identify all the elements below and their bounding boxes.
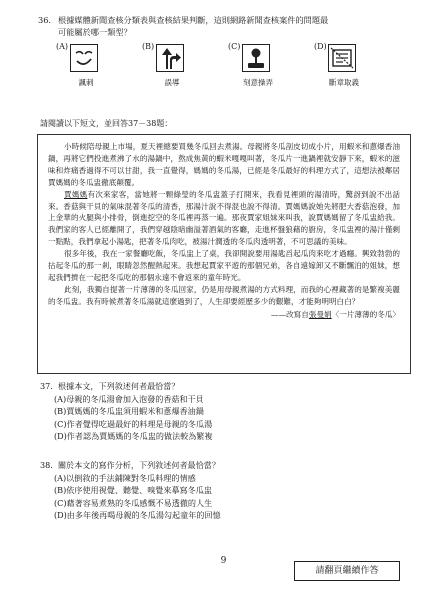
choice-a[interactable]: (A)母親的冬瓜湯會加入泡發的香菇和干貝	[54, 393, 204, 404]
out-of-context-cut-icon	[328, 44, 356, 72]
question-stem	[58, 14, 418, 38]
source-prefix: ——改寫自	[270, 309, 309, 319]
reading-passage	[37, 134, 411, 374]
question-36-options	[56, 42, 386, 90]
option-caption: 諷刺	[78, 78, 94, 87]
stem-line-2: 可能屬於哪一類型？	[58, 27, 132, 37]
choice-c[interactable]: (C)作者覺得吃過最好的料理是母親的冬瓜湯	[54, 418, 213, 429]
option-letter: (B)	[142, 42, 155, 51]
question-stem	[40, 459, 400, 472]
option-a[interactable]	[56, 42, 126, 90]
option-caption: 刻意操弄	[243, 78, 273, 87]
choice-b[interactable]: (B)賈媽媽的冬瓜盅須用蝦米和蔥爆香油鍋	[54, 406, 204, 416]
source-author: 張曼娟	[308, 309, 332, 319]
sarcasm-icon	[70, 44, 98, 72]
option-letter: (A)	[56, 42, 69, 51]
question-number: 37.	[40, 381, 53, 391]
question-number: 36.	[38, 15, 52, 25]
misleading-arrow-icon	[156, 44, 184, 72]
option-c[interactable]	[228, 42, 298, 90]
question-number: 38.	[40, 460, 53, 470]
option-letter: (C)	[228, 42, 241, 51]
choice-c[interactable]: (C)藉著容易煮熟的冬瓜感慨不易透徹的人生	[54, 497, 213, 508]
choice-d[interactable]: (D)作者認為賈媽媽的冬瓜盅的做法較為繁複	[54, 431, 213, 441]
source-title: 〈一片薄薄的冬瓜〉	[331, 309, 400, 319]
passage-paragraph-3: 很多年後，我在一家餐廳吃飯，冬瓜盅上了桌，我卻開說要用湯匙舀起瓜肉來吃才過癮。興致勃勃的拈起冬瓜的那一剎，眼睛忽然醒熱起來。我想起賈家平遊的那個兄弟，各自遠嫁卸又不斷飄泊的姐妹，想起我們擠在一起把冬瓜吃的那個永遠不會返來的童年時光。	[48, 249, 400, 282]
stem-text: 根據本文，下列敘述何者最恰當？	[58, 381, 180, 391]
option-d[interactable]	[314, 42, 384, 90]
option-caption: 斷章取義	[329, 78, 359, 87]
question-36	[38, 14, 418, 38]
question-37	[40, 380, 400, 443]
page-number: 9	[220, 556, 227, 566]
manipulation-joystick-icon	[242, 44, 270, 72]
paragraph-text: 有次來家客，當她將一顆綠瑩的冬瓜盅蓋子打開來，我看見裡頭的湯清時，驚訝到說不出話來。香菇與干貝的氣味混著冬瓜的清香，那湯汁說不得混也說不得清。賈媽媽說她先將肥大香菇泡發，加上金華的火腿與小排骨，倒進挖空的冬瓜裡再蒸一遍。那夜賈家姐妹來叫我，說賈媽媽留了冬瓜盅給我。我們家的客人已經離開了，我們穿越陰暗幽溢著酒氣的客廳，走進杯盤狼藉的廚房，冬瓜盅裡的湯汁僅剩一點點，我們拿起小湯匙，把著冬瓜肉吃，被湯汁潤透的冬瓜肉透明著，不可思議的美味。	[48, 189, 401, 247]
question-38	[40, 459, 400, 522]
question-stem	[40, 380, 400, 393]
option-letter: (D)	[314, 42, 327, 51]
passage-paragraph-2	[48, 189, 400, 249]
choice-b[interactable]: (B)依序使用視覺、聽覺、嗅覺來摹寫冬瓜盅	[54, 485, 212, 495]
turn-page-notice: 請翻頁繼續作答	[294, 561, 400, 581]
person-name: 賈媽媽	[64, 189, 88, 199]
stem-text: 關於本文的寫作分析，下列敘述何者最恰當？	[58, 460, 220, 470]
choice-d[interactable]: (D)由多年後再喝母親的冬瓜湯勾起童年的回憶	[54, 510, 221, 520]
option-caption: 誤導	[164, 78, 180, 87]
option-b[interactable]	[142, 42, 212, 90]
passage-paragraph-4: 此刻，我獨自提著一片薄薄的冬瓜回家，仍是用母親煮湯的方式料理，而我的心裡藏著的是繁複美麗的冬瓜盅。我有時候煮著冬瓜湯就這麼過到了，人生卻要經歷多少的艱難，才能夠明明白白？	[48, 284, 400, 306]
passage-paragraph-1: 小時候陪母親上市場，夏天裡總要買幾冬瓜回去煮湯。母親將冬瓜剖皮切成小片，用蝦米和蔥爆香油鍋，再將它們投進煮沸了水的湯鍋中，熬成焦黃的蝦米嘎嘎叫著，冬瓜片一進鍋裡就安靜下來，蝦米的滋味和炸痛香過得不可以甘甜，我一直覺得，媽媽的冬瓜湯，已經是冬瓜最好的料理方式了，這想法被鄰居賈媽媽的冬瓜盅徹底顛覆。	[48, 142, 400, 187]
passage-source	[48, 309, 400, 321]
choice-a[interactable]: (A)以倒敘的手法鋪陳對冬瓜料理的情感	[54, 472, 196, 483]
stem-line-1: 根據媒體新聞查核分類表與查核結果判斷，這則網路新聞查核案件的問題最	[58, 15, 329, 25]
reading-instruction: 請閱讀以下短文，並回答37－38題：	[40, 119, 173, 128]
